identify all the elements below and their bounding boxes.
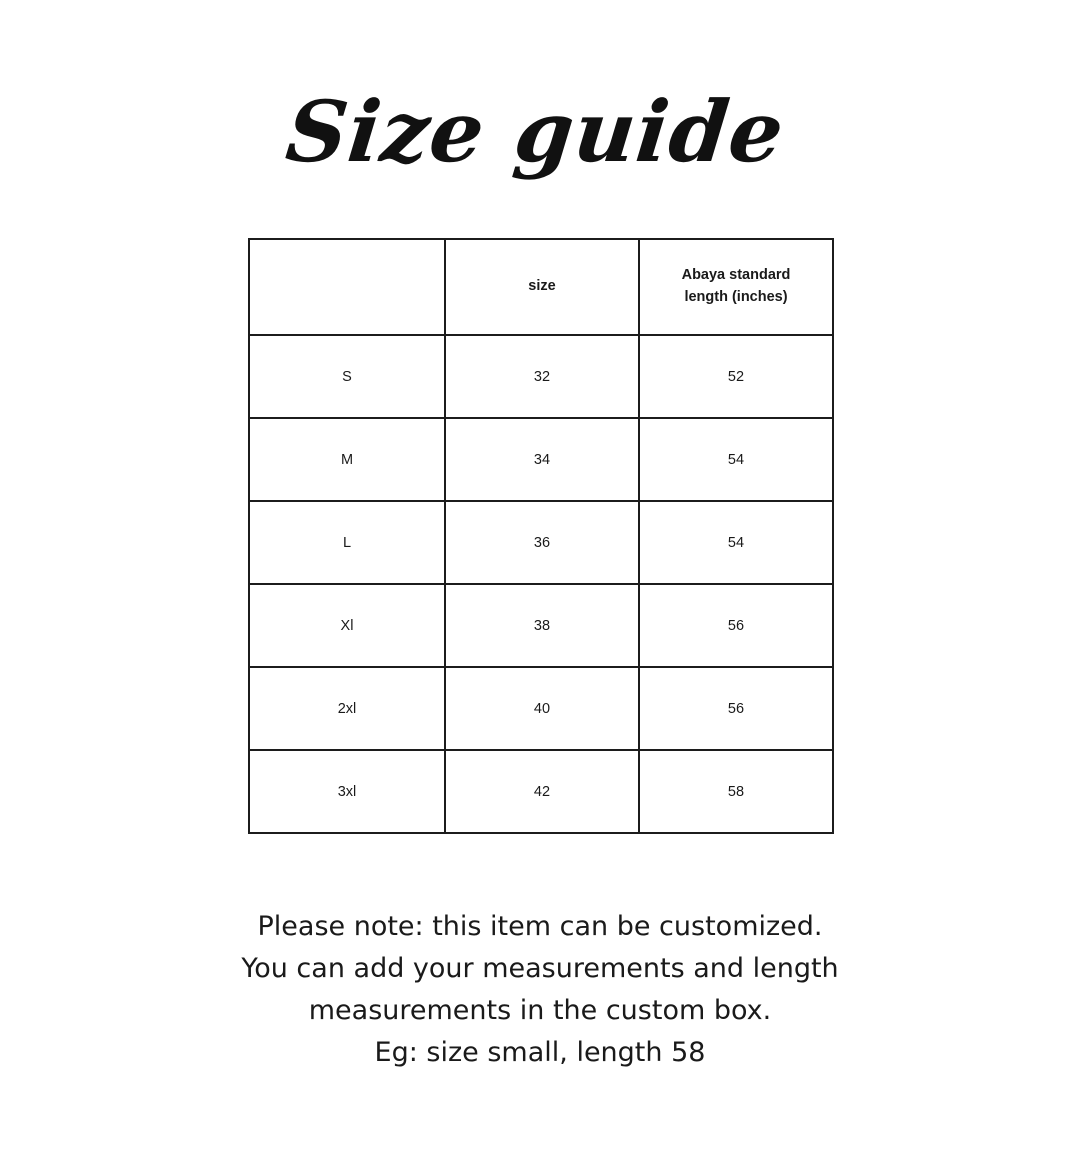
column-header-length-line1: Abaya standard [681, 267, 791, 284]
cell-size-label: S [249, 335, 445, 418]
cell-length: 52 [639, 335, 833, 418]
column-header-size: size [445, 239, 639, 335]
cell-length: 56 [639, 667, 833, 750]
table-row [249, 335, 833, 418]
cell-size-label: L [249, 501, 445, 584]
table-body [249, 335, 833, 833]
table-row [249, 584, 833, 667]
cell-size-number: 32 [445, 335, 639, 418]
size-table-container [248, 238, 832, 834]
cell-size-label: M [249, 418, 445, 501]
cell-length: 56 [639, 584, 833, 667]
table-row [249, 667, 833, 750]
cell-size-number: 34 [445, 418, 639, 501]
cell-size-label: 2xl [249, 667, 445, 750]
cell-length: 54 [639, 501, 833, 584]
note-line-1: Please note: this item can be customized. [257, 911, 823, 943]
note-line-3: measurements in the custom box. [308, 994, 772, 1026]
cell-size-number: 42 [445, 750, 639, 833]
cell-length: 54 [639, 418, 833, 501]
cell-size-number: 36 [445, 501, 639, 584]
table-header [249, 239, 833, 335]
cell-length: 58 [639, 750, 833, 833]
column-header-label [249, 239, 445, 335]
cell-size-number: 38 [445, 584, 639, 667]
customization-note [140, 906, 940, 1073]
size-table [248, 238, 834, 834]
column-header-length [639, 239, 833, 335]
column-header-length-line2: length (inches) [684, 289, 788, 306]
table-row [249, 750, 833, 833]
cell-size-label: 3xl [249, 750, 445, 833]
cell-size-label: Xl [249, 584, 445, 667]
note-line-4: Eg: size small, length 58 [374, 1036, 706, 1068]
note-line-2: You can add your measurements and length [241, 953, 839, 985]
page-title: Size guide [281, 82, 790, 181]
table-header-row [249, 239, 833, 335]
table-row [249, 418, 833, 501]
cell-size-number: 40 [445, 667, 639, 750]
table-row [249, 501, 833, 584]
